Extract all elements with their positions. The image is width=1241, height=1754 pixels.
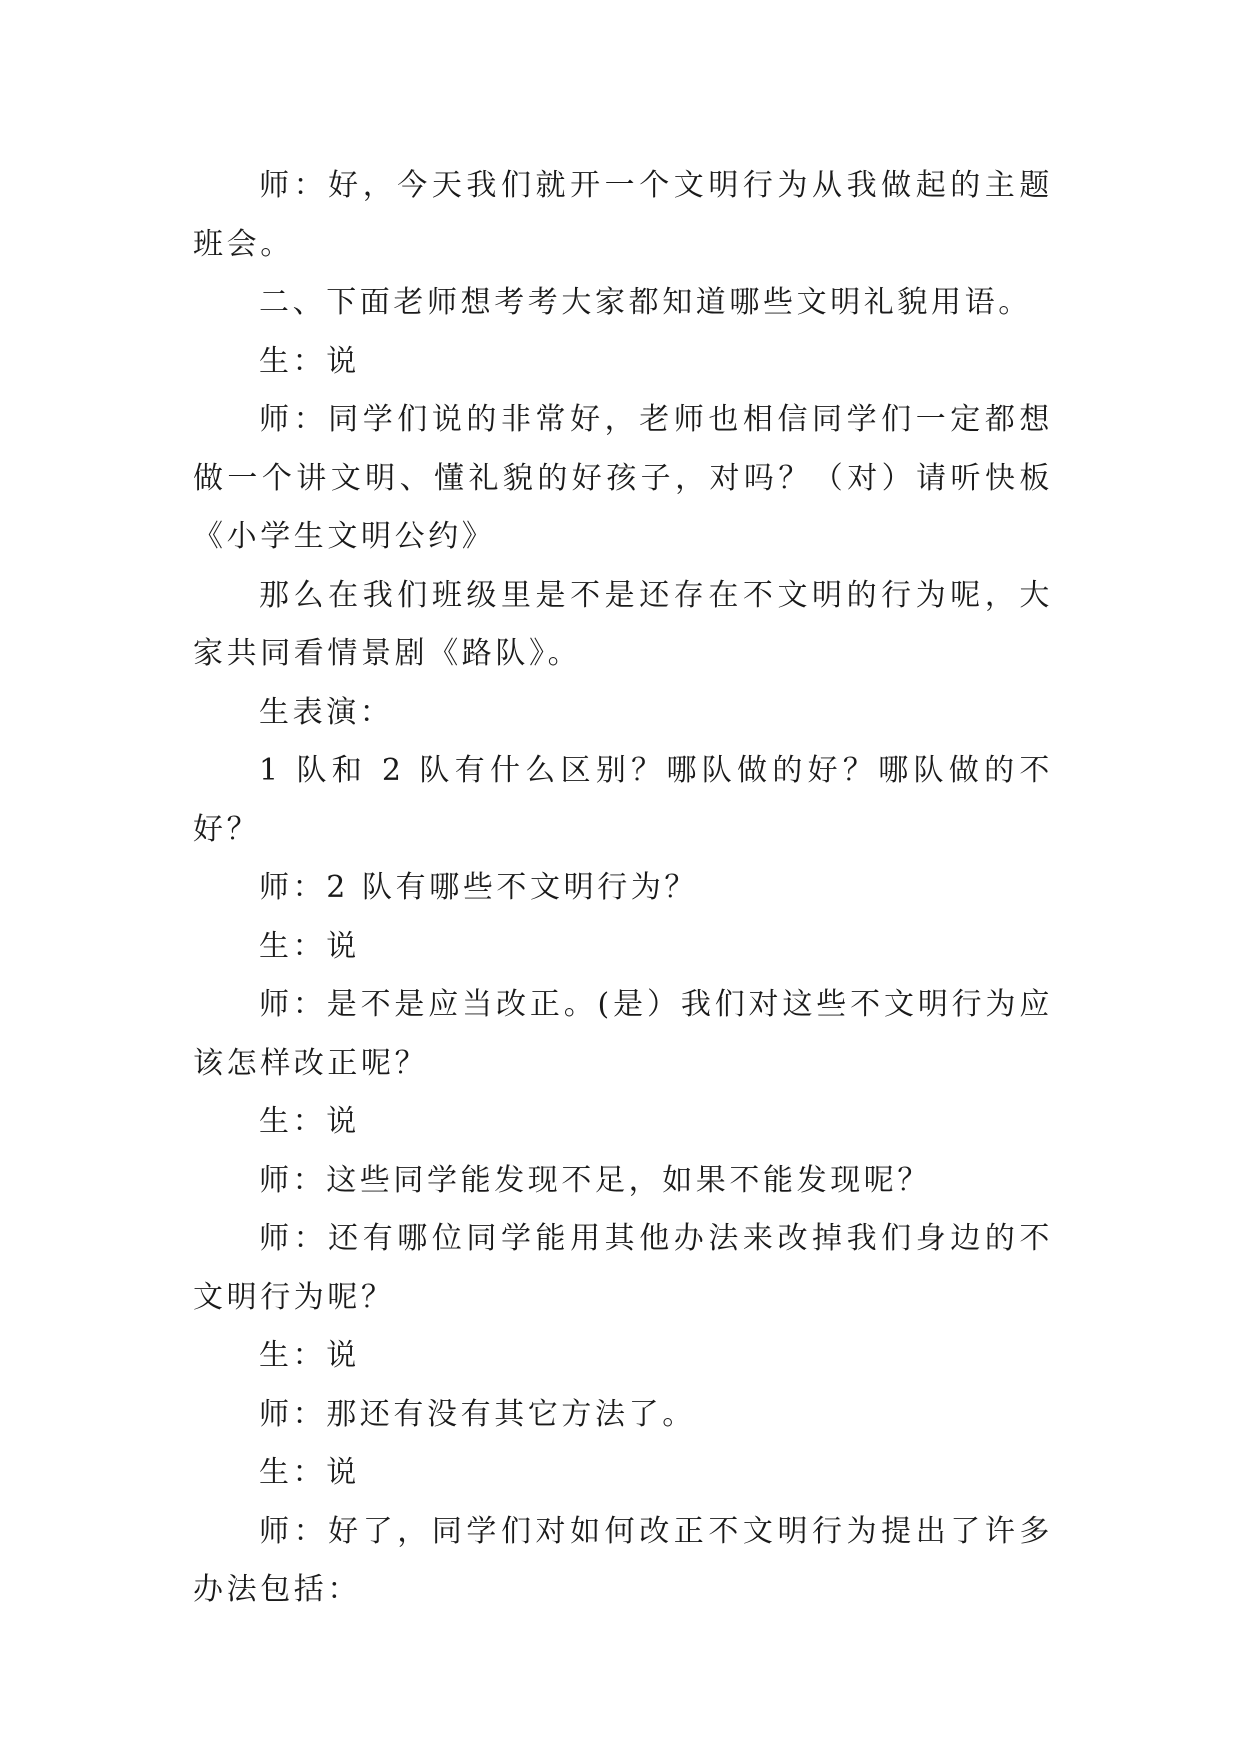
paragraph-teacher-any-more: 师：那还有没有其它方法了。 xyxy=(259,1396,696,1432)
paragraph-section-two: 二、下面老师想考考大家都知道哪些文明礼貌用语。 xyxy=(259,285,1032,320)
paragraph-teacher-other-methods: 师：还有哪位同学能用其他办法来改掉我们身边的不文明行为呢？ xyxy=(193,1221,1053,1315)
paragraph-teacher-discover: 师：这些同学能发现不足，如果不能发现呢？ xyxy=(259,1162,931,1198)
paragraph-class-behavior: 那么在我们班级里是不是还存在不文明的行为呢，大家共同看情景剧《路队》。 xyxy=(193,577,1053,671)
paragraph-student-says: 生：说 xyxy=(259,928,360,964)
paragraph-teacher-intro: 师：好，今天我们就开一个文明行为从我做起的主题班会。 xyxy=(193,168,1053,262)
paragraph-teacher-praise: 师：同学们说的非常好，老师也相信同学们一定都想做一个讲文明、懂礼貌的好孩子，对吗？（对）请听快板《小学生文明公约》 xyxy=(193,402,1053,554)
paragraph-teacher-team-two: 师：2 队有哪些不文明行为？ xyxy=(259,870,699,905)
document-body xyxy=(193,157,1053,1620)
paragraph-student-says: 生：说 xyxy=(259,1104,360,1139)
paragraph-student-says: 生：说 xyxy=(259,1455,360,1490)
paragraph-team-question: 1 队和 2 队有什么区别？哪队做的好？哪队做的不好？ xyxy=(193,753,1053,847)
paragraph-student-perform: 生表演： xyxy=(259,694,394,730)
paragraph-teacher-summary: 师：好了，同学们对如何改正不文明行为提出了许多办法包括： xyxy=(193,1513,1053,1607)
paragraph-student-says: 生：说 xyxy=(259,1338,360,1373)
paragraph-student-says: 生：说 xyxy=(259,343,360,379)
paragraph-teacher-correct: 师：是不是应当改正。(是）我们对这些不文明行为应该怎样改正呢？ xyxy=(193,987,1053,1081)
